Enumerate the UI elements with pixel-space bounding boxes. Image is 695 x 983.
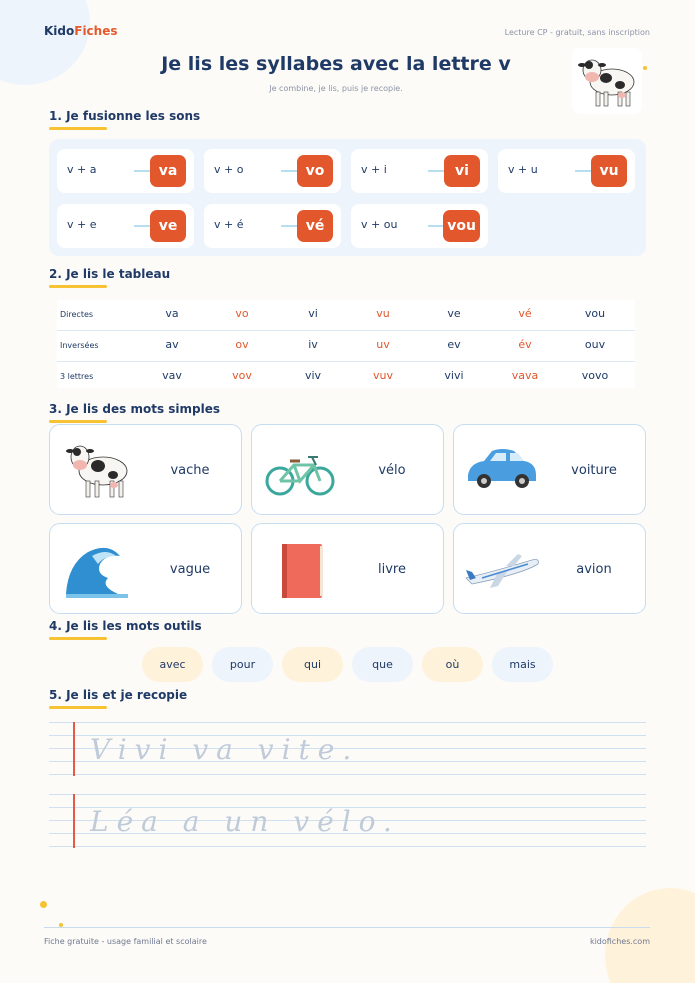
- tool-word-pill: où: [422, 647, 483, 682]
- airplane-icon: [462, 534, 542, 604]
- table-cell: vov: [232, 369, 252, 382]
- copy-sentence: Vivi va vite.: [90, 733, 360, 766]
- wave-icon: [58, 534, 138, 604]
- table-cell: va: [165, 307, 179, 320]
- blend-card: [351, 149, 488, 193]
- blend-syllable: ve: [150, 210, 186, 242]
- brand-logo[interactable]: [44, 24, 118, 38]
- table-cell: vuv: [373, 369, 393, 382]
- word-card: [49, 523, 242, 614]
- tool-word-pill: pour: [212, 647, 273, 682]
- section-heading-copy-text: 5. Je lis et je recopie: [49, 688, 188, 702]
- page-subtitle: Je combine, je lis, puis je recopie.: [269, 84, 403, 93]
- table-row: [57, 362, 635, 393]
- section-heading-copy: [49, 688, 187, 709]
- blend-formula: v + a: [67, 163, 97, 176]
- row-label: Inversées: [60, 341, 99, 350]
- car-icon: [462, 435, 542, 505]
- word-card: [453, 523, 646, 614]
- table-cell: vava: [511, 369, 539, 382]
- table-cell: vé: [518, 307, 532, 320]
- blend-card: [204, 149, 341, 193]
- table-cell: iv: [308, 338, 318, 351]
- table-cell: vav: [162, 369, 182, 382]
- word-card: [453, 424, 646, 515]
- word-label: vélo: [378, 463, 406, 478]
- row-label: Directes: [60, 310, 94, 319]
- footer-divider: [44, 927, 650, 928]
- table-cell: ouv: [584, 338, 606, 351]
- blend-syllable: vé: [297, 210, 333, 242]
- table-cell: uv: [376, 338, 390, 351]
- table-cell: vovo: [581, 369, 609, 382]
- word-label: livre: [378, 562, 406, 577]
- blend-card: [498, 149, 635, 193]
- table-cell: vu: [376, 307, 390, 320]
- blend-card: [351, 204, 488, 248]
- table-cell: év: [518, 338, 532, 351]
- section-heading-table: [49, 267, 170, 288]
- blend-formula: v + u: [508, 163, 538, 176]
- table-cell: vo: [235, 307, 249, 320]
- word-card: [251, 424, 444, 515]
- cow-icon: [58, 435, 138, 505]
- blend-syllable: vu: [591, 155, 627, 187]
- section-heading-tool-words-text: 4. Je lis les mots outils: [49, 619, 202, 633]
- word-label: vague: [169, 562, 211, 577]
- word-label: vache: [170, 463, 210, 478]
- section-heading-blend: [49, 109, 200, 130]
- footer-note: Fiche gratuite - usage familial et scolaire: [44, 937, 207, 946]
- blend-syllable: vo: [297, 155, 333, 187]
- table-cell: vou: [584, 307, 606, 320]
- tool-word-pill: que: [352, 647, 413, 682]
- table-cell: vi: [308, 307, 318, 320]
- blend-formula: v + o: [214, 163, 244, 176]
- blend-formula: v + ou: [361, 218, 398, 231]
- table-cell: ve: [447, 307, 461, 320]
- table-cell: ev: [447, 338, 461, 351]
- section-heading-table-text: 2. Je lis le tableau: [49, 267, 171, 281]
- book-icon: [260, 534, 340, 604]
- section-heading-words: [49, 402, 220, 423]
- blend-syllable: va: [150, 155, 186, 187]
- brand-logo-part1: Kido: [44, 24, 75, 38]
- footer-website-link[interactable]: kidofiches.com: [589, 937, 650, 946]
- word-card: [251, 523, 444, 614]
- page-title: Je lis les syllabes avec la lettre v: [161, 53, 511, 75]
- heading-underline: [49, 127, 107, 130]
- margin-line: [73, 794, 75, 848]
- table-cell: vivi: [444, 369, 464, 382]
- blend-formula: v + é: [214, 218, 244, 231]
- copy-sentence: Léa a un vélo.: [90, 805, 400, 838]
- heading-underline: [49, 285, 107, 288]
- tool-word-pill: qui: [282, 647, 343, 682]
- blend-panel: [49, 139, 646, 256]
- margin-line: [73, 722, 75, 776]
- header-tagline: Lecture CP - gratuit, sans inscription: [504, 28, 650, 37]
- blend-formula: v + i: [361, 163, 387, 176]
- table-row: [57, 300, 635, 331]
- heading-underline: [49, 706, 107, 709]
- word-card: [49, 424, 242, 515]
- decor-blob-bottom-right: [605, 888, 695, 983]
- section-heading-tool-words: [49, 619, 202, 640]
- blend-syllable: vi: [444, 155, 480, 187]
- blend-formula: v + e: [67, 218, 97, 231]
- decor-dot: [40, 901, 47, 908]
- word-label: voiture: [571, 463, 617, 478]
- heading-underline: [49, 637, 107, 640]
- syllable-table: [57, 300, 635, 388]
- blend-card: [57, 204, 194, 248]
- table-row: [57, 331, 635, 362]
- brand-logo-part2: Fiches: [74, 24, 118, 38]
- blend-syllable: vou: [443, 210, 480, 242]
- tool-word-pill: avec: [142, 647, 203, 682]
- cow-icon: [572, 48, 642, 114]
- word-label: avion: [576, 562, 612, 577]
- blend-card: [57, 149, 194, 193]
- section-heading-words-text: 3. Je lis des mots simples: [49, 402, 221, 416]
- table-cell: av: [165, 338, 179, 351]
- tool-word-pill: mais: [492, 647, 553, 682]
- heading-underline: [49, 420, 107, 423]
- row-label: 3 lettres: [60, 372, 94, 381]
- table-cell: viv: [304, 369, 322, 382]
- section-heading-blend-text: 1. Je fusionne les sons: [49, 109, 201, 123]
- bicycle-icon: [260, 435, 340, 505]
- blend-card: [204, 204, 341, 248]
- table-cell: ov: [235, 338, 249, 351]
